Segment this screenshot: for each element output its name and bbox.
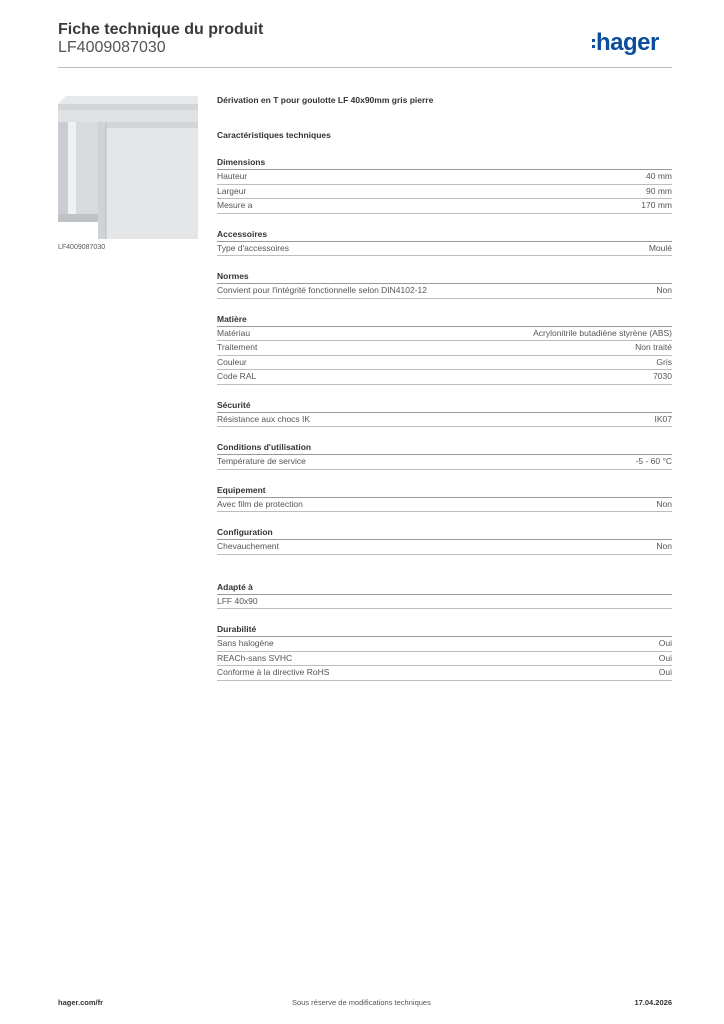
- spec-value: IK07: [654, 413, 672, 424]
- spec-content: [217, 95, 672, 681]
- spec-row: [217, 455, 672, 470]
- spec-value: Non: [656, 541, 672, 551]
- product-reference: LF4009087030: [58, 39, 166, 56]
- spec-label: Résistance aux chocs IK: [217, 413, 311, 424]
- spec-label: Température de service: [217, 456, 306, 466]
- spec-row: [217, 498, 672, 513]
- spec-value: Oui: [658, 652, 672, 663]
- section-title: Equipement: [217, 484, 672, 498]
- section-matiere: [217, 313, 672, 385]
- spec-label: Code RAL: [217, 371, 257, 381]
- section-securite: [217, 399, 672, 428]
- spec-row: [217, 170, 672, 185]
- section-title: Configuration: [217, 526, 672, 540]
- section-durabilite: [217, 623, 672, 681]
- section-title: Accessoires: [217, 228, 672, 242]
- section-normes: [217, 270, 672, 299]
- spec-value: 40 mm: [646, 171, 672, 181]
- spec-value: Acrylonitrile butadiène styrène (ABS): [533, 327, 672, 338]
- spec-value: -5 - 60 °C: [635, 456, 672, 466]
- spec-label: Sans halogène: [217, 638, 274, 648]
- spec-value: Non: [656, 498, 672, 509]
- spec-label: Chevauchement: [217, 541, 279, 551]
- spec-row: [217, 327, 672, 342]
- spec-value: Moulé: [648, 242, 672, 253]
- spec-value: Oui: [658, 667, 672, 677]
- section-dimensions: [217, 156, 672, 214]
- spec-value: 7030: [653, 371, 672, 381]
- spec-row: [217, 652, 672, 667]
- section-configuration: [217, 526, 672, 555]
- spec-label: Largeur: [217, 185, 247, 196]
- spec-row: [217, 356, 672, 371]
- hager-logo: [592, 28, 659, 58]
- spec-row: [217, 637, 672, 652]
- spec-value: 170 mm: [641, 200, 672, 210]
- spec-row: [217, 666, 672, 681]
- spec-label: Type d'accessoires: [217, 242, 290, 253]
- spec-label: Traitement: [217, 342, 258, 352]
- spec-row: [217, 595, 672, 610]
- header-divider: [58, 67, 672, 68]
- spec-row: [217, 540, 672, 555]
- section-conditions: [217, 441, 672, 470]
- section-title: Adapté à: [217, 581, 672, 595]
- product-name: Dérivation en T pour goulotte LF 40x90mm gris pierre: [217, 95, 434, 105]
- logo-wordmark: hager: [596, 29, 659, 56]
- logo-dots-icon: [592, 39, 595, 48]
- spec-value: Non: [656, 285, 672, 295]
- spec-row: [217, 242, 672, 257]
- spec-label: Convient pour l'intégrité fonctionnelle selon DIN4102-12: [217, 285, 428, 295]
- section-title: Dimensions: [217, 156, 672, 170]
- section-adapte: [217, 581, 672, 610]
- spec-value: 90 mm: [646, 185, 672, 196]
- spec-label: REACh-sans SVHC: [217, 652, 293, 663]
- page-title: Fiche technique du produit: [58, 21, 264, 38]
- tech-heading: Caractéristiques techniques: [217, 130, 331, 140]
- section-title: Sécurité: [217, 399, 672, 413]
- footer-date: 17.04.2026: [634, 998, 672, 1007]
- spec-label: Mesure a: [217, 200, 253, 210]
- image-caption: LF4009087030: [58, 244, 106, 251]
- spec-label: LFF 40x90: [217, 595, 258, 606]
- spec-label: Hauteur: [217, 171, 248, 181]
- spec-label: Matériau: [217, 327, 251, 338]
- spec-row: [217, 199, 672, 214]
- spec-row: [217, 370, 672, 385]
- section-title: Matière: [217, 313, 672, 327]
- footer-website-link[interactable]: hager.com/fr: [58, 998, 104, 1007]
- spec-label: Avec film de protection: [217, 498, 303, 509]
- section-title: Normes: [217, 270, 672, 284]
- spec-row: [217, 284, 672, 299]
- footer-disclaimer: Sous réserve de modifications techniques: [292, 998, 431, 1007]
- spec-row: [217, 413, 672, 428]
- spec-label: Conforme à la directive RoHS: [217, 667, 330, 677]
- section-equipement: [217, 484, 672, 513]
- product-image: [58, 96, 198, 239]
- spec-value: Gris: [656, 356, 672, 367]
- section-accessoires: [217, 228, 672, 257]
- spec-row: [217, 341, 672, 356]
- spec-value: Non traité: [635, 342, 672, 352]
- spec-row: [217, 185, 672, 200]
- spec-value: Oui: [658, 638, 672, 648]
- section-title: Durabilité: [217, 623, 672, 637]
- section-title: Conditions d'utilisation: [217, 441, 672, 455]
- spec-label: Couleur: [217, 356, 247, 367]
